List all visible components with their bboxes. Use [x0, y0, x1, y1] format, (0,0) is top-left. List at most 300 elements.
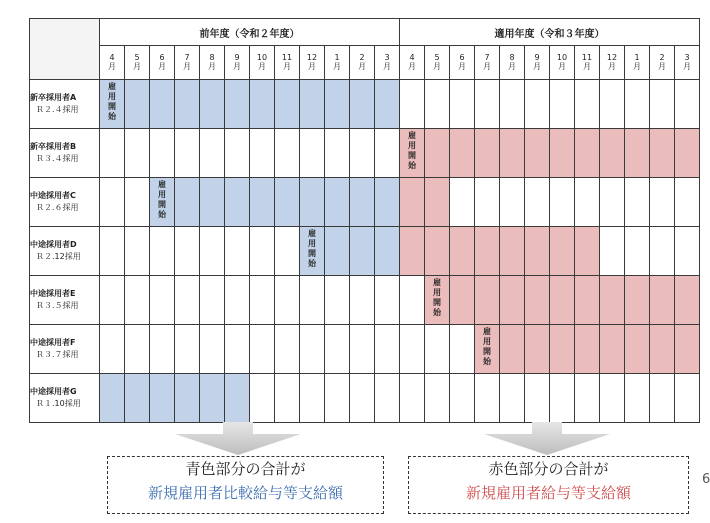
month-cell [525, 325, 550, 374]
month-cell [675, 276, 700, 325]
month-cell [375, 276, 400, 325]
employee-name: 中途採用者G [30, 387, 77, 396]
start-char: 用 [158, 190, 166, 199]
month-char: 月 [683, 61, 691, 71]
month-char: 9 [234, 52, 240, 62]
month-cell [250, 129, 275, 178]
month-cell [500, 80, 525, 129]
month-char: 月 [558, 61, 566, 71]
month-cell [100, 129, 125, 178]
month-char: 月 [508, 61, 516, 71]
month-cell [300, 178, 325, 227]
month-cell [100, 80, 125, 129]
month-cell [550, 178, 575, 227]
month-char: 月 [458, 61, 466, 71]
month-cell [350, 374, 375, 423]
month-cell [425, 374, 450, 423]
month-cell [225, 325, 250, 374]
month-cell [375, 325, 400, 374]
month-cell [225, 374, 250, 423]
employee-label [30, 374, 100, 423]
month-header-cell [275, 46, 300, 80]
red-sum-box [408, 456, 689, 514]
month-cell [325, 227, 350, 276]
start-char: 始 [108, 112, 116, 121]
month-cell [450, 80, 475, 129]
month-cell [650, 374, 675, 423]
employee-name: 中途採用者F [30, 338, 76, 347]
hiring-timeline-table [29, 18, 700, 423]
month-cell [500, 325, 525, 374]
month-cell [225, 129, 250, 178]
month-cell [500, 374, 525, 423]
start-char: 用 [483, 337, 491, 346]
month-cell [625, 80, 650, 129]
month-header-cell [500, 46, 525, 80]
month-cell [300, 227, 325, 276]
month-cell [175, 374, 200, 423]
month-cell [450, 129, 475, 178]
month-char: 4 [109, 52, 115, 62]
month-header-cell [625, 46, 650, 80]
month-char: 6 [159, 52, 165, 62]
month-cell [400, 178, 425, 227]
start-char: 雇 [408, 131, 416, 140]
month-cell [400, 80, 425, 129]
month-cell [675, 374, 700, 423]
month-header-cell [175, 46, 200, 80]
month-cell [550, 129, 575, 178]
month-cell [250, 80, 275, 129]
month-cell [200, 374, 225, 423]
month-cell [625, 325, 650, 374]
employee-row [30, 276, 700, 325]
month-cell [250, 178, 275, 227]
month-cell [125, 374, 150, 423]
month-cell [575, 374, 600, 423]
start-char: 雇 [433, 278, 441, 287]
employee-label [30, 276, 100, 325]
month-cell [525, 80, 550, 129]
employee-label [30, 178, 100, 227]
month-cell [200, 227, 225, 276]
month-cell [525, 374, 550, 423]
month-cell [675, 178, 700, 227]
month-header-cell [225, 46, 250, 80]
month-cell [575, 129, 600, 178]
employee-row [30, 374, 700, 423]
month-cell [225, 227, 250, 276]
employee-hire-date: Ｒ３.７採用 [36, 350, 79, 359]
month-cell [275, 374, 300, 423]
month-cell [600, 276, 625, 325]
month-cell [400, 374, 425, 423]
month-header-cell [200, 46, 225, 80]
month-cell [475, 178, 500, 227]
employee-hire-date: Ｒ３.５採用 [36, 301, 79, 310]
month-cell [375, 178, 400, 227]
employment-start-label [100, 82, 124, 122]
month-cell [100, 227, 125, 276]
month-char: 月 [233, 61, 241, 71]
start-char: 雇 [308, 229, 316, 238]
month-cell [500, 227, 525, 276]
month-cell [475, 80, 500, 129]
month-cell [300, 325, 325, 374]
month-cell [275, 276, 300, 325]
month-cell [175, 129, 200, 178]
month-cell [675, 80, 700, 129]
start-char: 雇 [158, 180, 166, 189]
month-cell [525, 129, 550, 178]
month-cell [450, 374, 475, 423]
month-cell [300, 374, 325, 423]
month-cell [525, 178, 550, 227]
month-header-cell [100, 46, 125, 80]
employee-hire-date: Ｒ２.６採用 [36, 203, 79, 212]
month-char: 4 [409, 52, 415, 62]
month-cell [600, 325, 625, 374]
start-char: 開 [108, 102, 116, 111]
month-header-cell [650, 46, 675, 80]
month-char: 1 [334, 52, 340, 62]
start-char: 用 [108, 92, 116, 101]
month-char: 月 [333, 61, 341, 71]
month-cell [150, 80, 175, 129]
month-cell [375, 129, 400, 178]
month-cell [325, 374, 350, 423]
month-cell [550, 325, 575, 374]
month-cell [650, 178, 675, 227]
month-cell [650, 227, 675, 276]
month-header-cell [450, 46, 475, 80]
month-cell [250, 227, 275, 276]
month-cell [350, 80, 375, 129]
month-cell [450, 276, 475, 325]
month-char: 8 [209, 52, 215, 62]
month-cell [600, 374, 625, 423]
month-cell [225, 80, 250, 129]
month-cell [400, 276, 425, 325]
start-char: 用 [308, 239, 316, 248]
month-cell [425, 325, 450, 374]
month-cell [600, 80, 625, 129]
month-header-cell [300, 46, 325, 80]
month-header-cell [400, 46, 425, 80]
month-cell [100, 325, 125, 374]
month-cell [625, 276, 650, 325]
down-arrow-icon-right [482, 422, 612, 456]
month-char: 月 [383, 61, 391, 71]
month-char: 10 [556, 52, 568, 62]
month-cell [475, 325, 500, 374]
month-cell [400, 129, 425, 178]
month-cell [575, 227, 600, 276]
month-cell [150, 227, 175, 276]
month-cell [675, 129, 700, 178]
current-year-header: 適用年度（令和３年度） [400, 19, 700, 46]
month-char: 月 [133, 61, 141, 71]
month-cell [600, 129, 625, 178]
month-cell [125, 80, 150, 129]
month-cell [150, 276, 175, 325]
month-cell [325, 276, 350, 325]
red-sum-line1: 赤色部分の合計が [488, 460, 609, 478]
employee-name: 中途採用者E [30, 289, 76, 298]
month-char: 12 [606, 52, 618, 62]
month-header-cell [375, 46, 400, 80]
month-cell [625, 227, 650, 276]
month-cell [175, 276, 200, 325]
month-char: 5 [434, 52, 440, 62]
month-cell [175, 325, 200, 374]
month-cell [425, 80, 450, 129]
month-header-cell [550, 46, 575, 80]
month-cell [175, 227, 200, 276]
start-char: 始 [308, 259, 316, 268]
month-char: 12 [306, 52, 318, 62]
employee-name: 新卒採用者A [30, 93, 77, 102]
month-char: 3 [384, 52, 390, 62]
month-header-cell [600, 46, 625, 80]
start-char: 開 [308, 249, 316, 258]
month-cell [300, 129, 325, 178]
start-char: 始 [158, 210, 166, 219]
month-cell [150, 325, 175, 374]
month-char: 月 [208, 61, 216, 71]
month-header-cell [475, 46, 500, 80]
month-char: 月 [108, 61, 116, 71]
month-cell [500, 129, 525, 178]
employment-start-label [300, 229, 324, 269]
month-cell [425, 178, 450, 227]
month-cell [225, 276, 250, 325]
down-arrow-icon-left [173, 422, 303, 456]
month-header-cell [150, 46, 175, 80]
month-cell [575, 178, 600, 227]
month-header-row [30, 46, 700, 80]
blue-sum-box [107, 456, 384, 514]
month-char: 月 [308, 61, 316, 71]
month-cell [475, 276, 500, 325]
employee-name: 新卒採用者B [30, 142, 77, 151]
month-header-cell [675, 46, 700, 80]
month-char: 8 [509, 52, 515, 62]
employee-hire-date: Ｒ２.12採用 [36, 252, 81, 261]
month-cell [325, 129, 350, 178]
month-cell [575, 80, 600, 129]
month-cell [325, 325, 350, 374]
employment-start-label [475, 327, 499, 367]
month-header-cell [425, 46, 450, 80]
employee-row [30, 80, 700, 129]
month-char: 6 [459, 52, 465, 62]
employment-start-label [425, 278, 449, 318]
month-char: 月 [633, 61, 641, 71]
month-cell [275, 178, 300, 227]
month-cell [325, 80, 350, 129]
month-cell [425, 276, 450, 325]
month-char: 月 [533, 61, 541, 71]
month-cell [275, 80, 300, 129]
month-cell [625, 178, 650, 227]
month-cell [600, 227, 625, 276]
month-cell [200, 325, 225, 374]
start-char: 用 [408, 141, 416, 150]
month-char: 月 [158, 61, 166, 71]
month-char: 10 [256, 52, 268, 62]
prev-year-header: 前年度（令和２年度） [100, 19, 400, 46]
month-cell [225, 178, 250, 227]
blue-sum-line2: 新規雇用者比較給与等支給額 [147, 484, 343, 502]
month-char: 月 [483, 61, 491, 71]
start-char: 始 [483, 357, 491, 366]
start-char: 始 [433, 308, 441, 317]
employee-name: 中途採用者C [30, 191, 76, 200]
month-cell [675, 227, 700, 276]
employee-hire-date: Ｒ１.10採用 [36, 399, 81, 408]
month-cell [550, 227, 575, 276]
month-cell [100, 178, 125, 227]
employee-row [30, 325, 700, 374]
employment-start-label [150, 180, 174, 220]
month-char: 7 [184, 52, 190, 62]
month-cell [250, 374, 275, 423]
month-cell [200, 129, 225, 178]
start-char: 始 [408, 161, 416, 170]
month-cell [450, 227, 475, 276]
month-cell [625, 374, 650, 423]
month-char: 月 [283, 61, 291, 71]
month-cell [375, 374, 400, 423]
employee-row [30, 178, 700, 227]
month-cell [150, 374, 175, 423]
employee-label [30, 129, 100, 178]
start-char: 開 [408, 151, 416, 160]
month-char: 月 [408, 61, 416, 71]
month-cell [350, 325, 375, 374]
month-char: 5 [134, 52, 140, 62]
month-char: 月 [358, 61, 366, 71]
start-char: 用 [433, 288, 441, 297]
month-cell [350, 227, 375, 276]
month-char: 月 [433, 61, 441, 71]
employee-name: 中途採用者D [30, 240, 77, 249]
red-sum-line2: 新規雇用者給与等支給額 [465, 484, 631, 502]
month-cell [125, 227, 150, 276]
corner-cell [30, 19, 100, 80]
month-char: 7 [484, 52, 490, 62]
month-cell [675, 325, 700, 374]
month-cell [500, 178, 525, 227]
month-cell [125, 276, 150, 325]
month-char: 3 [684, 52, 690, 62]
month-header-cell [350, 46, 375, 80]
month-char: 2 [659, 52, 665, 62]
month-header-cell [125, 46, 150, 80]
month-cell [150, 178, 175, 227]
month-cell [275, 129, 300, 178]
month-cell [475, 227, 500, 276]
month-cell [375, 80, 400, 129]
month-cell [100, 276, 125, 325]
month-cell [500, 276, 525, 325]
month-header-cell [525, 46, 550, 80]
page-number: 6 [702, 472, 710, 487]
month-cell [200, 178, 225, 227]
month-cell [275, 227, 300, 276]
month-cell [450, 178, 475, 227]
employee-row [30, 129, 700, 178]
employee-hire-date: Ｒ３.４採用 [36, 154, 79, 163]
month-cell [200, 80, 225, 129]
start-char: 雇 [108, 82, 116, 91]
month-cell [650, 129, 675, 178]
month-cell [250, 276, 275, 325]
month-cell [475, 129, 500, 178]
month-cell [525, 227, 550, 276]
start-char: 開 [433, 298, 441, 307]
employee-row [30, 227, 700, 276]
month-cell [625, 129, 650, 178]
start-char: 雇 [483, 327, 491, 336]
month-cell [650, 325, 675, 374]
month-cell [125, 178, 150, 227]
month-cell [575, 325, 600, 374]
month-header-cell [325, 46, 350, 80]
month-cell [425, 227, 450, 276]
blue-sum-line1: 青色部分の合計が [185, 460, 306, 478]
month-cell [575, 276, 600, 325]
month-cell [650, 80, 675, 129]
month-cell [150, 129, 175, 178]
month-cell [175, 178, 200, 227]
month-header-cell [575, 46, 600, 80]
start-char: 開 [483, 347, 491, 356]
month-char: 月 [258, 61, 266, 71]
month-cell [550, 276, 575, 325]
month-char: 月 [583, 61, 591, 71]
month-char: 11 [281, 52, 293, 62]
employee-label [30, 80, 100, 129]
month-header-cell [250, 46, 275, 80]
month-cell [375, 227, 400, 276]
year-header-row [30, 19, 700, 46]
month-cell [350, 178, 375, 227]
employee-label [30, 227, 100, 276]
month-cell [275, 325, 300, 374]
month-cell [400, 325, 425, 374]
month-cell [250, 325, 275, 374]
month-cell [125, 129, 150, 178]
month-cell [650, 276, 675, 325]
month-cell [550, 374, 575, 423]
month-cell [325, 178, 350, 227]
month-cell [525, 276, 550, 325]
month-cell [600, 178, 625, 227]
month-cell [100, 374, 125, 423]
month-char: 2 [359, 52, 365, 62]
month-cell [350, 129, 375, 178]
month-char: 1 [634, 52, 640, 62]
month-cell [450, 325, 475, 374]
month-cell [550, 80, 575, 129]
employee-label [30, 325, 100, 374]
month-cell [300, 80, 325, 129]
employment-start-label [400, 131, 424, 171]
month-cell [400, 227, 425, 276]
month-char: 月 [658, 61, 666, 71]
